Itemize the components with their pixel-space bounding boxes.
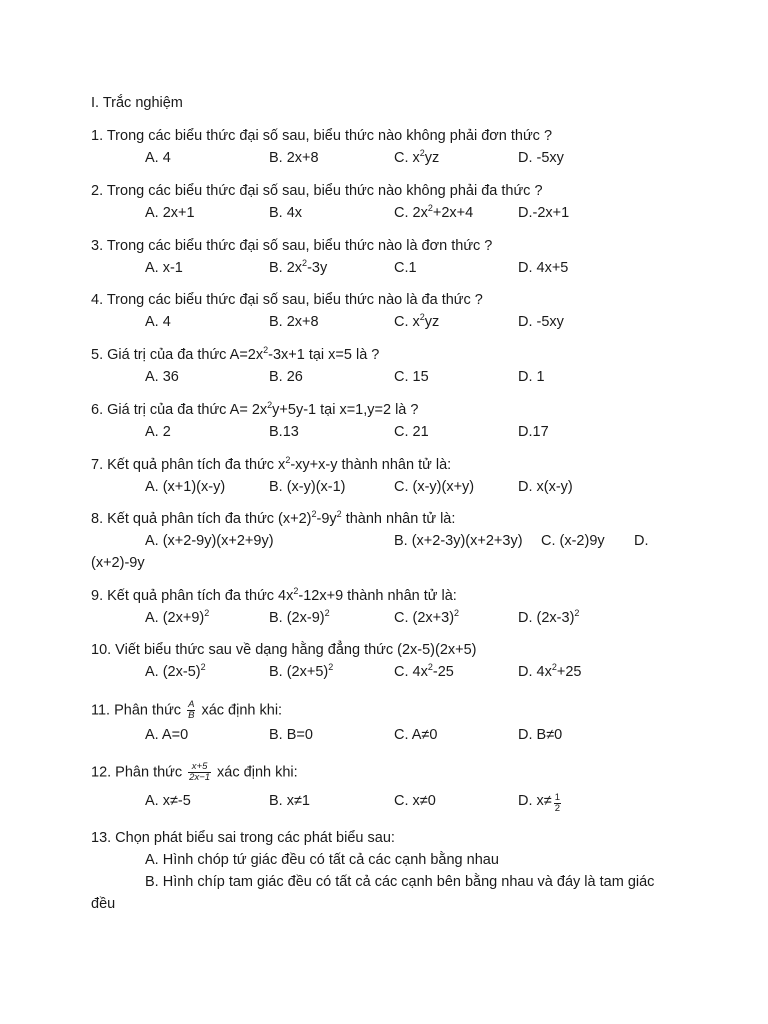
question-5-options <box>0 368 768 386</box>
q13-option-b: B. Hình chíp tam giác đều có tất cả các cạnh bên bằng nhau và đáy là tam giác <box>145 874 655 890</box>
q7-option-c: C. (x-y)(x+y) <box>394 479 475 495</box>
question-9-options <box>0 609 768 627</box>
q5-option-c: C. 15 <box>394 369 429 385</box>
fraction-a-over-b: $\frac{A}{B}$ <box>188 699 195 721</box>
q11-option-d: D. B≠0 <box>518 727 563 743</box>
question-2-text: 2. Trong các biểu thức đại số sau, biểu thức nào không phải đa thức ? <box>91 183 543 199</box>
q12-option-d: D. x≠ $\frac{1}{2}$ <box>518 792 561 814</box>
q10-option-b: B. $(2x+5)^2$ <box>269 662 334 680</box>
q1-option-c: C. $x^2yz$ <box>394 148 440 166</box>
question-4-text: 4. Trong các biểu thức đại số sau, biểu thức nào là đa thức ? <box>91 292 483 308</box>
q2-option-c: C. $2x^2+2x+4$ <box>394 203 474 221</box>
question-7-options <box>0 478 768 496</box>
question-9-text: 9. Kết quả phân tích đa thức $4x^2-12x+9$ thành nhân tử là: <box>91 586 457 604</box>
question-7-text: 7. Kết quả phân tích đa thức $x^2-xy+x-y$ thành nhân tử là: <box>91 455 452 473</box>
q4-option-d: D. -5xy <box>518 314 564 330</box>
question-5-text: 5. Giá trị của đa thức $A=2x^2-3x+1$ tại x=5 là ? <box>91 345 380 363</box>
question-4-options <box>0 313 768 331</box>
section-title: I. Trắc nghiệm <box>91 95 183 111</box>
q6-option-c: C. 21 <box>394 424 429 440</box>
q12-option-c: C. x≠0 <box>394 793 436 809</box>
question-1-text: 1. Trong các biểu thức đại số sau, biểu thức nào không phải đơn thức ? <box>91 128 553 144</box>
q3-option-d: D. 4x+5 <box>518 260 569 276</box>
question-8-text: 8. Kết quả phân tích đa thức $(x+2)^2-9y^2$ thành nhân tử là: <box>91 509 456 527</box>
question-6-text: 6. Giá trị của đa thức $A= 2x^2y+5y-1$ tại x=1,y=2 là ? <box>91 400 419 418</box>
q2-option-a: A. 2x+1 <box>145 205 195 221</box>
question-11-text: 11. Phân thức $\frac{A}{B}$ xác định khi: <box>91 699 283 721</box>
q3-option-c: C.1 <box>394 260 417 276</box>
q6-option-d: D.17 <box>518 424 549 440</box>
question-6-options <box>0 423 768 441</box>
q8-option-b: B. (x+2-3y)(x+2+3y) <box>394 533 523 549</box>
q2-option-b: B. 4x <box>269 205 303 221</box>
q7-option-a: A. (x+1)(x-y) <box>145 479 226 495</box>
q5-option-a: A. 36 <box>145 369 179 385</box>
q13-option-b-continued: đều <box>91 896 116 912</box>
q7-option-b: B. (x-y)(x-1) <box>269 479 346 495</box>
fraction-x-plus-5-over-2x-minus-1: $\frac{x+5}{2x-1}$ <box>189 761 211 783</box>
q6-option-b: B.13 <box>269 424 299 440</box>
question-1-options <box>0 149 768 167</box>
q4-option-b: B. 2x+8 <box>269 314 319 330</box>
question-10-text: 10. Viết biểu thức sau về dạng hằng đẳng thức (2x-5)(2x+5) <box>91 642 477 658</box>
q9-option-b: B. $(2x-9)^2$ <box>269 608 330 626</box>
q13-option-a: A. Hình chóp tứ giác đều có tất cả các cạnh bằng nhau <box>145 852 499 868</box>
q8-option-a: A. (x+2-9y)(x+2+9y) <box>145 533 274 549</box>
q8-option-d-continued: (x+2)-9y <box>91 555 145 571</box>
q5-option-d: D. 1 <box>518 369 545 385</box>
q9-option-d: D. $(2x-3)^2$ <box>518 608 580 626</box>
q6-option-a: A. 2 <box>145 424 171 440</box>
q1-option-a: A. 4 <box>145 150 171 166</box>
question-2-options <box>0 204 768 222</box>
q1-option-b: B. 2x+8 <box>269 150 319 166</box>
q11-option-b: B. B=0 <box>269 727 313 743</box>
q10-option-d: D. $4x^2+25$ <box>518 662 582 680</box>
q8-option-c: C. (x-2)9y <box>541 533 605 549</box>
q9-option-a: A. $(2x+9)^2$ <box>145 608 210 626</box>
fraction-one-half: $\frac{1}{2}$ <box>554 792 561 814</box>
q5-option-b: B. 26 <box>269 369 303 385</box>
q3-option-b: B. $2x^2-3y$ <box>269 258 328 276</box>
q9-option-c: C. $(2x+3)^2$ <box>394 608 460 626</box>
q11-option-a: A. A=0 <box>145 727 189 743</box>
question-3-options <box>0 259 768 277</box>
q3-option-a: A. x-1 <box>145 260 183 276</box>
question-12-text: 12. Phân thức $\frac{x+5}{2x-1}$ xác định khi: <box>91 761 298 783</box>
q12-option-b: B. x≠1 <box>269 793 311 809</box>
q10-option-c: C. $4x^2-25$ <box>394 662 454 680</box>
q2-option-d: D.-2x+1 <box>518 205 570 221</box>
question-11-options <box>0 726 768 744</box>
q12-option-a: A. x≠-5 <box>145 793 191 809</box>
question-13-text: 13. Chọn phát biểu sai trong các phát biểu sau: <box>91 830 395 846</box>
q11-option-c: C. A≠0 <box>394 727 438 743</box>
q10-option-a: A. $(2x-5)^2$ <box>145 662 206 680</box>
q8-option-d: D. <box>634 533 649 549</box>
q4-option-a: A. 4 <box>145 314 171 330</box>
question-3-text: 3. Trong các biểu thức đại số sau, biểu thức nào là đơn thức ? <box>91 238 493 254</box>
question-8-options <box>0 532 768 550</box>
question-10-options <box>0 663 768 681</box>
q7-option-d: D. x(x-y) <box>518 479 573 495</box>
q1-option-d: D. -5xy <box>518 150 564 166</box>
question-12-options <box>0 792 768 814</box>
q4-option-c: C. $x^2yz$ <box>394 312 440 330</box>
